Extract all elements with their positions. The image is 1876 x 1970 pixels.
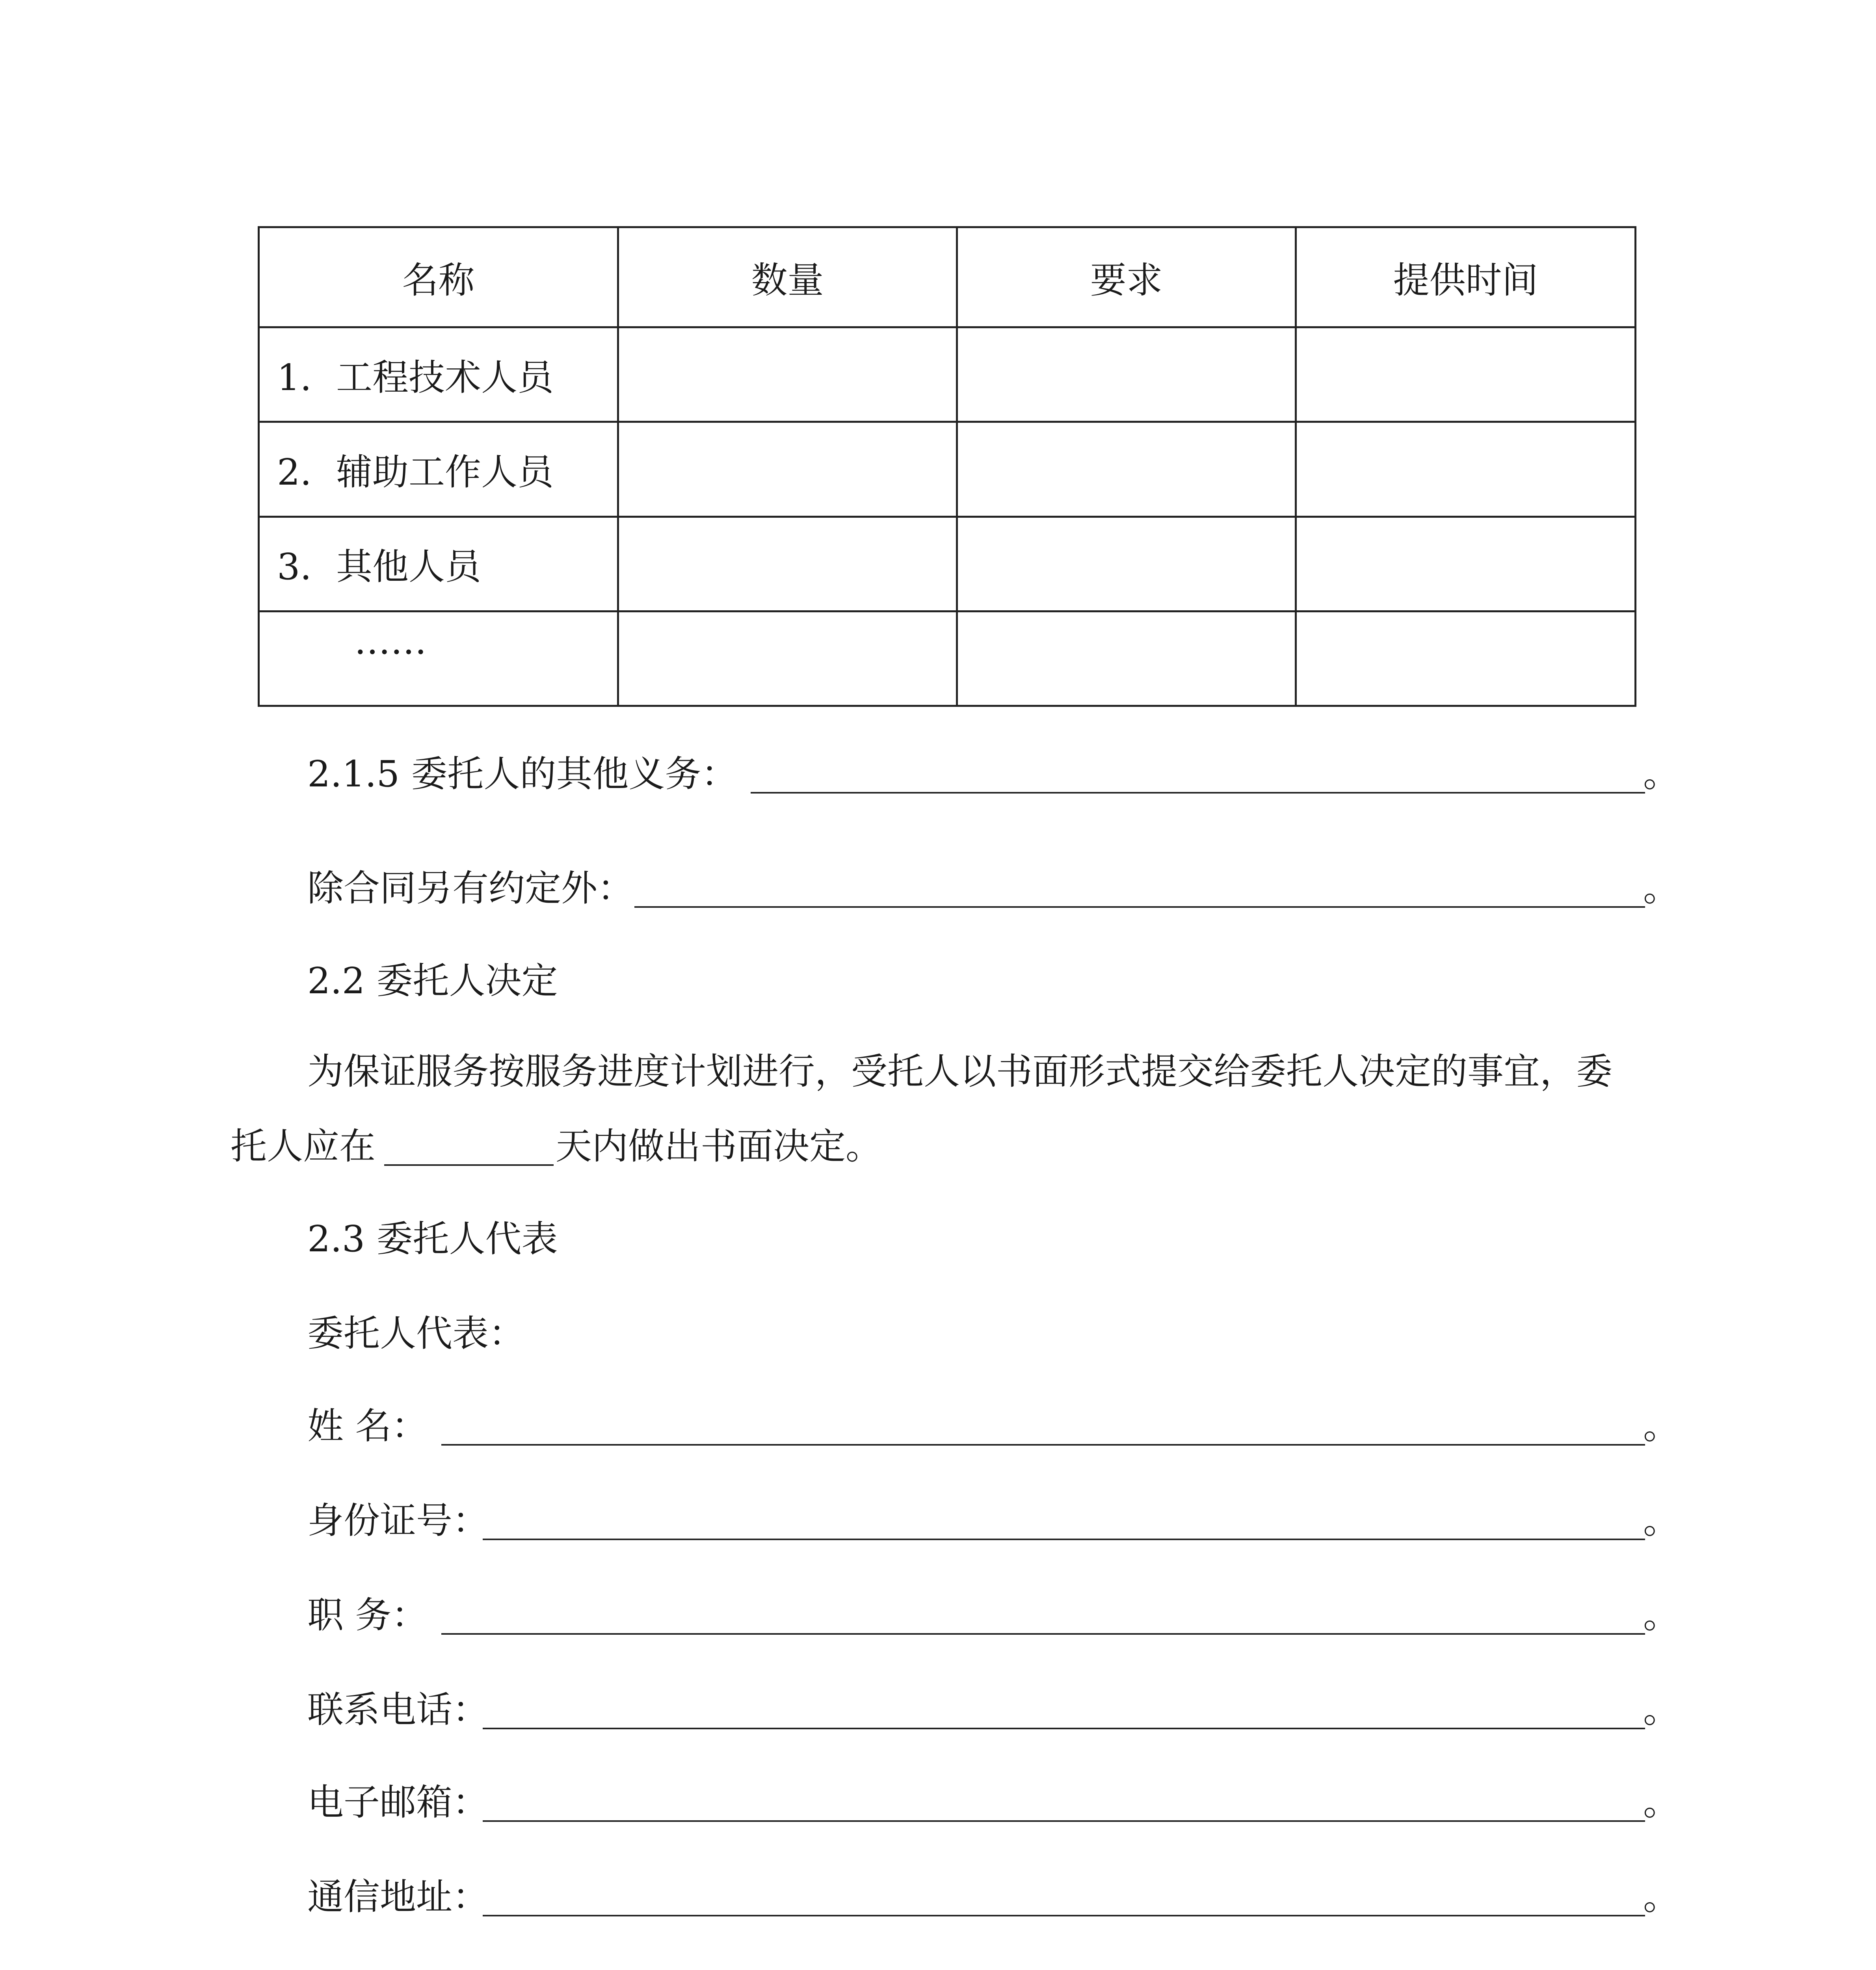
- field-position-blank[interactable]: [441, 1633, 1645, 1635]
- table-row: [259, 611, 1636, 706]
- period: 。: [1643, 1594, 1680, 1636]
- table-cell: [957, 422, 1296, 517]
- table-header-row: [259, 227, 1636, 327]
- table-cell: [618, 327, 957, 422]
- section-2-3-title: 2.3 委托人代表: [307, 1218, 558, 1260]
- field-id-label: 身份证号：: [307, 1500, 489, 1542]
- table-ellipsis: ……: [259, 611, 618, 706]
- section-2-2-text-line1: 为保证服务按服务进度计划进行，受托人以书面形式提交给委托人决定的事宜，委: [307, 1050, 1613, 1093]
- clause-2-1-5-label: 2.1.5 委托人的其他义务：: [307, 753, 738, 795]
- table-cell-name: [259, 327, 618, 422]
- table-cell: [1296, 517, 1636, 611]
- field-name-label: 姓 名：: [307, 1405, 428, 1447]
- row-number: 3.: [277, 546, 312, 588]
- field-phone-label: 联系电话：: [307, 1689, 489, 1731]
- table-cell: [1296, 422, 1636, 517]
- personnel-table: [258, 226, 1636, 707]
- table-cell-name: [259, 517, 618, 611]
- section-2-2-text-line2-b: 天内做出书面决定。: [556, 1125, 882, 1167]
- period: 。: [1643, 867, 1680, 909]
- table-cell: [1296, 327, 1636, 422]
- period: 。: [1643, 753, 1680, 795]
- header-name: 名称: [259, 227, 618, 327]
- field-address-blank[interactable]: [483, 1915, 1645, 1916]
- field-email-blank[interactable]: [483, 1820, 1645, 1822]
- rep-label: 委托人代表：: [307, 1312, 525, 1355]
- table-cell: [957, 611, 1296, 706]
- header-time: 提供时间: [1296, 227, 1636, 327]
- row-number: 1.: [277, 356, 312, 399]
- field-id-blank[interactable]: [483, 1539, 1645, 1540]
- table-cell: [618, 517, 957, 611]
- table-row: [259, 517, 1636, 611]
- except-contract-blank[interactable]: [634, 906, 1645, 908]
- row-label: 工程技术人员: [336, 356, 554, 399]
- field-phone-blank[interactable]: [483, 1728, 1645, 1729]
- table-cell: [618, 422, 957, 517]
- table-cell: [1296, 611, 1636, 706]
- table-cell: [957, 517, 1296, 611]
- period: 。: [1643, 1781, 1680, 1823]
- table-cell-name: [259, 422, 618, 517]
- days-blank[interactable]: [384, 1164, 554, 1166]
- row-label: 其他人员: [336, 546, 482, 588]
- table-row: [259, 327, 1636, 422]
- clause-2-1-5-blank[interactable]: [751, 792, 1645, 794]
- period: 。: [1643, 1405, 1680, 1447]
- table-cell: [618, 611, 957, 706]
- field-name-blank[interactable]: [441, 1444, 1645, 1446]
- period: 。: [1643, 1689, 1680, 1731]
- field-position-label: 职 务：: [307, 1594, 428, 1636]
- period: 。: [1643, 1876, 1680, 1918]
- field-address-label: 通信地址：: [307, 1876, 489, 1918]
- section-2-2-title: 2.2 委托人决定: [307, 960, 558, 1002]
- period: 。: [1643, 1500, 1680, 1542]
- row-label: 辅助工作人员: [336, 451, 554, 493]
- row-number: 2.: [277, 451, 312, 493]
- field-email-label: 电子邮箱：: [307, 1781, 489, 1823]
- section-2-2-text-line2-a: 托人应在: [231, 1125, 376, 1167]
- header-quantity: 数量: [618, 227, 957, 327]
- except-contract-label: 除合同另有约定外：: [307, 867, 634, 909]
- table-row: [259, 422, 1636, 517]
- table-cell: [957, 327, 1296, 422]
- header-requirement: 要求: [957, 227, 1296, 327]
